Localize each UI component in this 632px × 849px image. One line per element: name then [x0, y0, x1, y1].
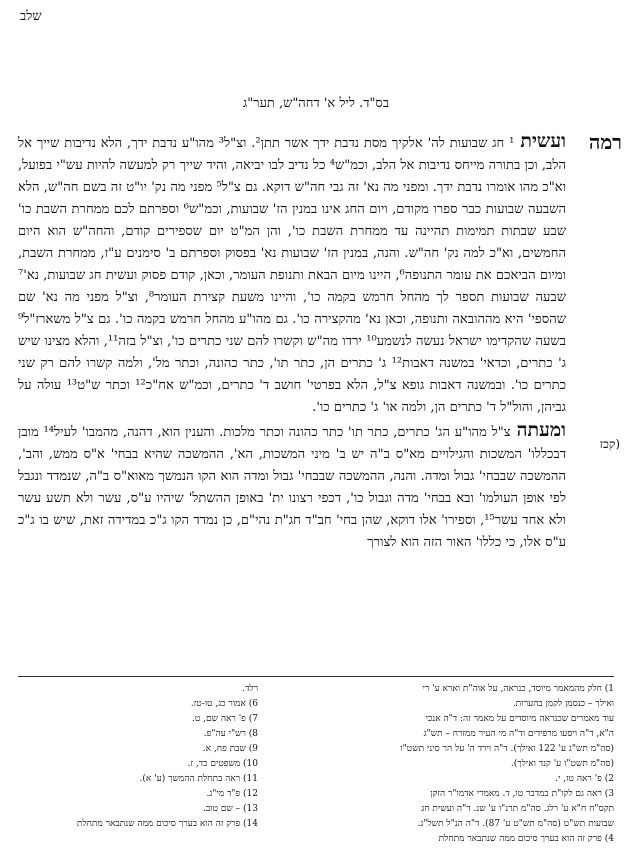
footnote-line: 2) פ' ראה טז, י. [555, 774, 614, 784]
footnote-line: 9) שבת פח, א. [202, 744, 258, 754]
main-text [18, 130, 566, 554]
page-header: בס"ד. ליל א' דחה"ש, תער"ג [242, 96, 390, 111]
section-2-text: צ"ל מהו"ע הג' כתרים, כתר תו' כתר כהונה וכתר מלכות. והענין הוא, דהנה, מהמבו' לעיל¹⁴ מובן דבכללו' המשכות והגילויים מא"ס ב"ה יש ב' מיני המשכות, הא', ההמשכה שהיא בבחי' א"ס ממש, והב', ההמשכה שבבחי' גבול ומדה. והנה, ההמשכה שבבחי' גבול ומדה הוא הקו הנמשך מאוא"ס ב"ה, שנמדד ונגבל לפי אופן העולמו' ובא בבחי' מדה וגבול כו', דכפי רצונו ית' באופן ההשתל' שיהיו ע"ס, עשר ולא תשע עשר ולא אחד עשר¹⁵, וספירו' אלו דוקא, שהן בחי' חב"ד חג"ת נהי"ם, כן נמדד הקו ג"כ במדידה זאת, שיש בו ג"כ ע"ס אלו, כי כללו' האור הזה הוא לצורך [18, 425, 566, 550]
section-1-opener: ועשית [520, 130, 566, 152]
footnote-line: 13) – שם טוב. [203, 804, 258, 814]
footnote-line: (סה"מ תש"ג ע' 122 ואילך). ד"ה וירד ה' על הר סיני תשט"ו [400, 744, 614, 754]
footnote-line: 11) ראה בתחלת ההמשך (ע' א). [139, 774, 258, 784]
footnote-line: (סה"מ תשט"ו ע' קנד ואילך). [510, 759, 614, 769]
footnote-line: 1) חלק מהמאמר מיוסד, כנראה, על אוה"ת וארא ע' רי [422, 684, 614, 694]
margin-mark-second: קכז) [599, 437, 620, 451]
margin-mark-first: רמה [588, 130, 622, 154]
page-number: שלב [20, 9, 42, 24]
footnote-line: 7) פ' ראה שם, ט. [191, 714, 258, 724]
footnote-line: ואילך – כנסמן לקמן בהערות. [512, 699, 614, 709]
footnotes-left-column [18, 682, 258, 832]
footnote-line: 6) אמור כג, טו-טז. [190, 699, 258, 709]
section-2 [18, 419, 566, 554]
footnote-line: 12) פ"ד מי"ג. [206, 789, 258, 799]
footnote-line: שבועות תש"ט (סה"מ תש"ט ע' 87). ד"ה הנ"ל תשל"ג. [417, 819, 614, 829]
footnote-line: 14) פרק זה הוא בערך סיכום ממה שנתבאר מתחלת [76, 819, 258, 829]
footnote-line: 8) רש"י עה"פ. [203, 729, 258, 739]
footnote-line: תקס"ח ח"א ע' רלג. סה"מ תרנ"ו ע' שנ. ד"ה ועשית חג [421, 804, 614, 814]
footnotes-right-column [284, 682, 614, 847]
section-2-opener: ומעתה [516, 419, 567, 441]
section-1 [18, 130, 566, 419]
footnote-line: 4) פרק זה הוא בערך סיכום ממה שנתבאר מתחלת [438, 834, 614, 844]
footnote-line: 10) משפטים כד, ז. [187, 759, 258, 769]
footnote-divider [18, 676, 614, 677]
footnote-line: רלד. [242, 684, 258, 694]
footnote-line: עוד מאמרים שכנראה מיוסדים על מאמר זה: ד"ה אנכי [425, 714, 614, 724]
footnote-line: 3) ראה גם לקו"ת במדבר טו, ד. מאמרי אדמו"ר הזקן [430, 789, 614, 799]
footnote-line: ה"א, ד"ה ויסעו מרפידים וד"ה מי העיר ממזרח – תש"ג [423, 729, 614, 739]
section-1-text: ¹ חג שבועות לה' אלקיך מסת נדבת ידך אשר תתן². וצ"ל³ מהו"ע נדבת ידך, הלא נדיבות שייך אל הלב, וכן בתורה מייחס נדיבות אל הלב, וכמ"ש⁴ כל נדיב לבו יביאה, והיד שייך רק למעשה להיות עש"י בפועל, וא"כ מהו אומרו נדבת ידך. ומפני מה נא' זה גבי חה"ש דוקא. גם צ"ל⁵ מפני מה נק' יו"ט זה בשם חה"ש, הלא השבעה שבועות כבר ספרו מקודם, ויום החג אינו במנין הז' שבועות, וכמ"ש⁶ וספרתם לכם ממחרת השבת כו' שבע שבתות תמימות תהיינה עד ממחרת השבת כו', והן המ"ט יום שספירים קודם, והחה"ש הוא היום החמשים, וא"כ למה נק' חה"ש. והנה, במנין הז' שבועות נא' בפסוק וספרתם ב' סימנים ע"ז, ממחרת השבת, ומיום הביאכם את עומר התנופה⁶, היינו מיום הבאת ותנופת העומר, וכאן, קודם פסוק ועשית חג שבועות, נא'⁷ שבעה שבועות תספר לך מהחל חרמש בקמה כו', והיינו משעת קצירת העומר⁸, וצ"ל מפני מה נא' שם שהספי' היא מההובאה ותנופה, וכאן נא' מהקצירה כו'. גם מהו"ע מהחל חרמש בקמה כו'. גם צ"ל משארז"ל⁹ בשעה שהקדימו ישראל נעשה לנשמע¹⁰ ירדו מה"ש וקשרו להם שני כתרים כו', וצ"ל בזה¹¹, והלא מצינו שיש ג' כתרים, וכדאי' במשנה דאבות¹² ג' כתרים הן, כתר תו', כתר כהונה, וכתר מל', ולמה קשרו להם רק שני כתרים כו'. ובמשנה דאבות גופא צ"ל, הלא בפרטי' חושב ד' כתרים, וכמ"ש אח"כ¹² וכתר ש"ט¹³ עולה על גביהן, והול"ל ד' כתרים הן, ולמה או' ג' כתרים כו'. [18, 136, 567, 415]
